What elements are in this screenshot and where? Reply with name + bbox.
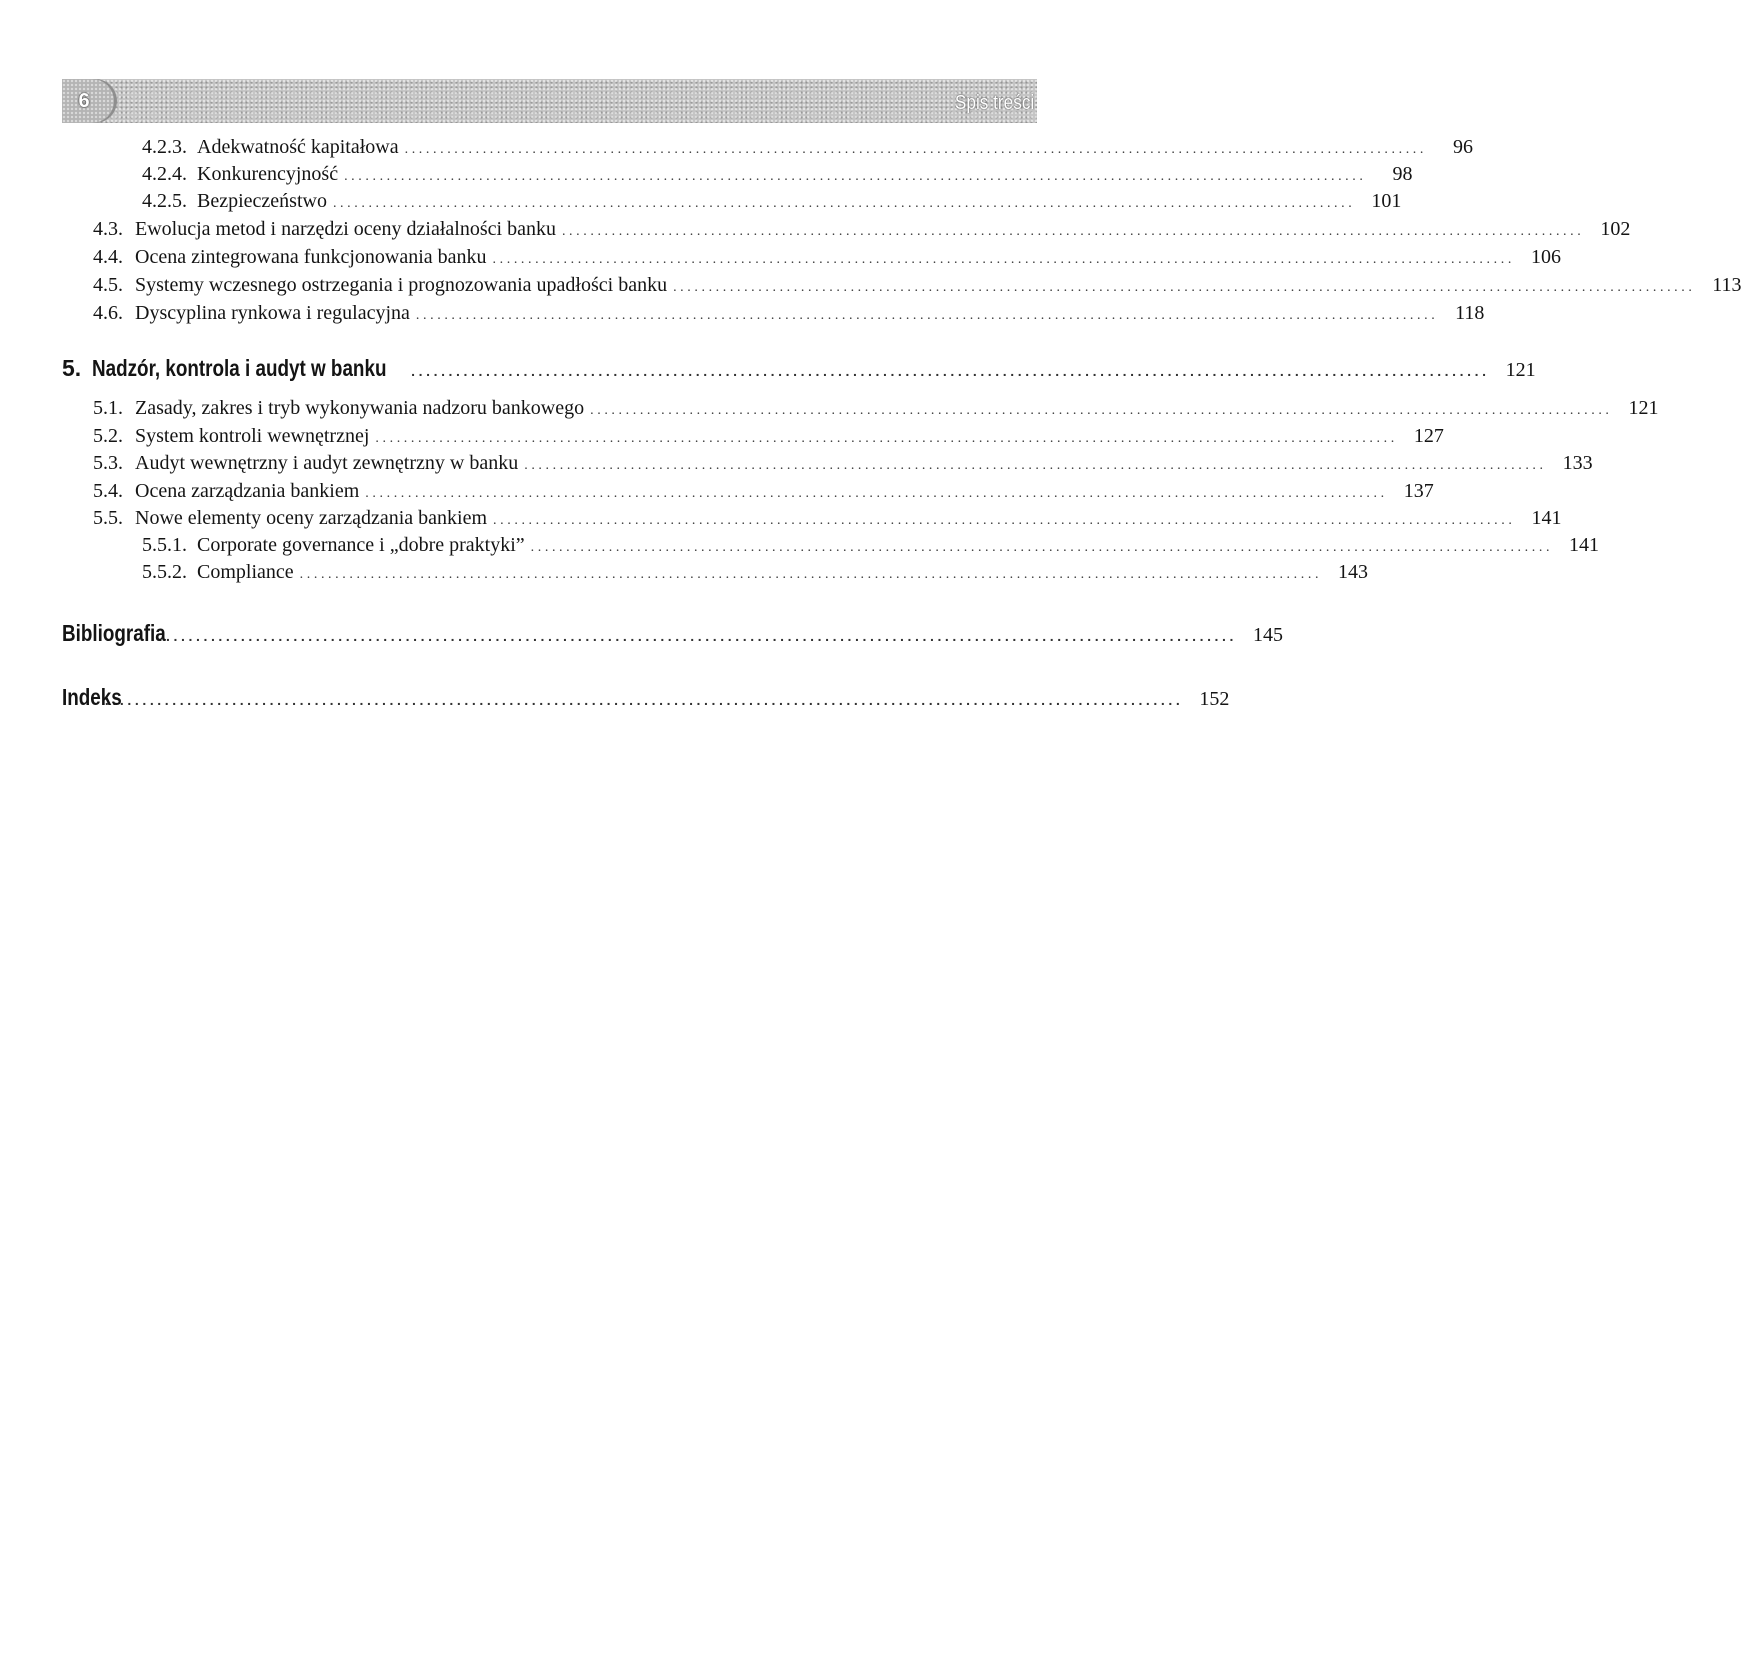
toc-entry-title: Konkurencyjność xyxy=(197,163,339,185)
toc-entry-title: Ocena zarządzania bankiem xyxy=(135,480,360,502)
toc-entry[interactable] xyxy=(93,302,1485,325)
toc-entry-title: Audyt wewnętrzny i audyt zewnętrzny w banku xyxy=(135,452,519,474)
toc-dot-leader: ................................................................................................................................................ xyxy=(673,280,1696,295)
toc-dot-leader: ................................................................................................................................................ xyxy=(365,486,1388,501)
toc-entry-number: 4.2.4. xyxy=(142,163,187,185)
running-head: Spis treści xyxy=(954,92,1034,114)
toc-entry-title: Nowe elementy oceny zarządzania bankiem xyxy=(135,507,488,529)
toc-entry-page: 133 xyxy=(1562,452,1593,474)
toc-entry-page: 141 xyxy=(1569,534,1600,556)
toc-entry-title: Adekwatność kapitałowa xyxy=(197,136,399,158)
toc-entry-title: Bibliografia xyxy=(62,620,166,646)
toc-dot-leader: ................................................................................................................................................ xyxy=(411,363,1490,379)
toc-entry-title: Nadzór, kontrola i audyt w banku xyxy=(92,355,387,381)
toc-entry-page: 143 xyxy=(1338,561,1369,583)
toc-entry-title: Zasady, zakres i tryb wykonywania nadzoru bankowego xyxy=(135,397,585,419)
toc-entry-number: 4.5. xyxy=(93,274,123,296)
toc-dot-leader: ................................................................................................................................................ xyxy=(493,513,1516,528)
toc-dot-leader: ................................................................................................................................................ xyxy=(332,196,1356,211)
toc-entry[interactable] xyxy=(142,561,1369,584)
toc-entry[interactable] xyxy=(142,190,1402,213)
toc-entry-page: 121 xyxy=(1505,359,1536,381)
toc-entry[interactable] xyxy=(142,534,1600,557)
toc-dot-leader: ................................................................................................................................................ xyxy=(561,224,1585,239)
toc-entry-page: 106 xyxy=(1530,246,1561,268)
toc-entry-page: 98 xyxy=(1392,163,1413,185)
toc-entry-page: 113 xyxy=(1712,274,1741,296)
header-band xyxy=(62,79,1037,123)
toc-entry-page: 96 xyxy=(1453,136,1474,158)
toc-entry-number: 5.5. xyxy=(93,507,123,529)
toc-entry-title: Ocena zintegrowana funkcjonowania banku xyxy=(135,246,487,268)
toc-entry[interactable] xyxy=(93,507,1562,530)
toc-entry-page: 102 xyxy=(1600,218,1631,240)
toc-entry-page: 141 xyxy=(1531,507,1562,529)
toc-entry[interactable] xyxy=(142,163,1413,186)
toc-index-entry[interactable] xyxy=(62,684,1230,711)
toc-entry[interactable] xyxy=(93,218,1631,241)
toc-entry[interactable] xyxy=(93,452,1593,475)
toc-chapter-entry[interactable] xyxy=(62,355,1536,382)
toc-entry-number: 5.4. xyxy=(93,480,123,502)
toc-entry-title: Bezpieczeństwo xyxy=(197,190,327,212)
toc-entry-page: 152 xyxy=(1199,688,1230,710)
toc-dot-leader: ................................................................................................................................................ xyxy=(104,692,1184,708)
toc-dot-leader: ................................................................................................................................................ xyxy=(590,403,1613,418)
toc-entry-number: 5.1. xyxy=(93,397,123,419)
toc-entry-number: 4.4. xyxy=(93,246,123,268)
toc-entry[interactable] xyxy=(93,397,1659,420)
toc-entry-title: Indeks xyxy=(62,684,122,710)
toc-dot-leader: ................................................................................................................................................ xyxy=(158,628,1238,644)
toc-entry-page: 121 xyxy=(1628,397,1659,419)
toc-entry-page: 145 xyxy=(1253,624,1284,646)
toc-entry[interactable] xyxy=(93,274,1741,297)
toc-dot-leader: ................................................................................................................................................ xyxy=(492,252,1515,267)
toc-entry-page: 101 xyxy=(1371,190,1402,212)
toc-entry[interactable] xyxy=(93,480,1434,503)
toc-entry-title: Systemy wczesnego ostrzegania i prognozowania upadłości banku xyxy=(135,274,668,296)
toc-entry-page: 118 xyxy=(1455,302,1485,324)
toc-entry-number: 4.2.5. xyxy=(142,190,187,212)
toc-entry-number: 4.3. xyxy=(93,218,123,240)
toc-entry-number: 4.6. xyxy=(93,302,123,324)
toc-entry-number: 4.2.3. xyxy=(142,136,187,158)
toc-dot-leader: ................................................................................................................................................ xyxy=(524,458,1547,473)
toc-entry[interactable] xyxy=(93,425,1444,448)
toc-entry-title: Dyscyplina rynkowa i regulacyjna xyxy=(135,302,410,324)
toc-dot-leader: ................................................................................................................................................ xyxy=(299,567,1323,582)
toc-entry-title: Corporate governance i „dobre praktyki” xyxy=(197,534,525,556)
toc-entry-number: 5. xyxy=(62,355,82,381)
toc-entry-title: Compliance xyxy=(197,561,294,583)
page-number: 6 xyxy=(78,90,90,112)
toc-bibliography-entry[interactable] xyxy=(62,620,1284,647)
toc-entry[interactable] xyxy=(93,246,1561,269)
toc-dot-leader: ................................................................................................................................................ xyxy=(415,308,1439,323)
toc-entry-number: 5.5.1. xyxy=(142,534,187,556)
toc-dot-leader: ................................................................................................................................................ xyxy=(375,431,1398,446)
toc-entry[interactable] xyxy=(142,136,1474,159)
toc-entry-number: 5.2. xyxy=(93,425,123,447)
toc-entry-number: 5.5.2. xyxy=(142,561,187,583)
toc-entry-page: 137 xyxy=(1403,480,1434,502)
toc-entry-page: 127 xyxy=(1413,425,1444,447)
toc-dot-leader: ................................................................................................................................................ xyxy=(344,169,1367,184)
toc-dot-leader: ................................................................................................................................................ xyxy=(404,142,1428,157)
toc-dot-leader: ................................................................................................................................................ xyxy=(530,540,1554,555)
toc-entry-title: Ewolucja metod i narzędzi oceny działalności banku xyxy=(135,218,556,240)
toc-entry-title: System kontroli wewnętrznej xyxy=(135,425,370,447)
toc-entry-number: 5.3. xyxy=(93,452,123,474)
